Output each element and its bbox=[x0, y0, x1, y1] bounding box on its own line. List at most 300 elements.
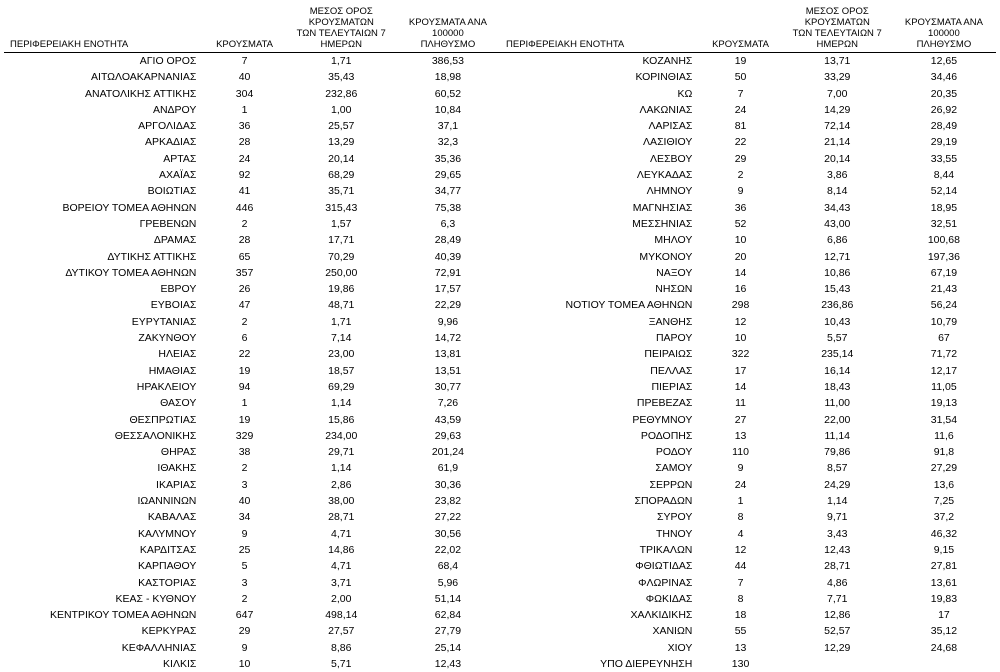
cases-value: 9 bbox=[202, 640, 286, 656]
table-row bbox=[4, 640, 500, 656]
table-row bbox=[500, 640, 996, 656]
cases-value: 130 bbox=[698, 656, 782, 672]
region-name: ΑΙΤΩΛΟΑΚΑΡΝΑΝΙΑΣ bbox=[4, 69, 202, 85]
table-row bbox=[500, 526, 996, 542]
header-weekly-average bbox=[783, 6, 892, 53]
table-row bbox=[500, 69, 996, 85]
table-row bbox=[4, 444, 500, 460]
cases-value: 9 bbox=[698, 460, 782, 476]
table-row bbox=[500, 363, 996, 379]
table-row bbox=[4, 379, 500, 395]
table-row bbox=[500, 460, 996, 476]
region-name: ΥΠΟ ΔΙΕΡΕΥΝΗΣΗ bbox=[500, 656, 698, 672]
per-100000-value: 17 bbox=[892, 607, 996, 623]
weekly-average-value: 234,00 bbox=[287, 428, 396, 444]
table-row bbox=[4, 281, 500, 297]
table-row bbox=[500, 623, 996, 639]
weekly-average-value: 7,00 bbox=[783, 86, 892, 102]
per-100000-value: 28,49 bbox=[396, 232, 500, 248]
per-100000-value: 62,84 bbox=[396, 607, 500, 623]
left-table-header bbox=[4, 6, 500, 53]
per-100000-value: 71,72 bbox=[892, 346, 996, 362]
region-name: ΠΕΛΛΑΣ bbox=[500, 363, 698, 379]
per-100000-value: 68,4 bbox=[396, 558, 500, 574]
weekly-average-value: 11,14 bbox=[783, 428, 892, 444]
weekly-average-value: 70,29 bbox=[287, 249, 396, 265]
cases-value: 24 bbox=[202, 151, 286, 167]
table-row bbox=[4, 216, 500, 232]
header-row bbox=[500, 6, 996, 53]
cases-value: 19 bbox=[202, 412, 286, 428]
cases-value: 7 bbox=[698, 86, 782, 102]
per-100000-value: 25,14 bbox=[396, 640, 500, 656]
table-row bbox=[500, 395, 996, 411]
table-row bbox=[4, 575, 500, 591]
table-row bbox=[500, 379, 996, 395]
table-row bbox=[4, 558, 500, 574]
weekly-average-value: 38,00 bbox=[287, 493, 396, 509]
weekly-average-value: 5,71 bbox=[287, 656, 396, 672]
table-row bbox=[500, 575, 996, 591]
right-table-panel bbox=[500, 6, 996, 541]
cases-value: 6 bbox=[202, 330, 286, 346]
per-100000-value: 67 bbox=[892, 330, 996, 346]
per-100000-value: 7,26 bbox=[396, 395, 500, 411]
header-per-100000 bbox=[892, 6, 996, 53]
weekly-average-value: 15,43 bbox=[783, 281, 892, 297]
table-row bbox=[4, 297, 500, 313]
region-name: ΑΡΚΑΔΙΑΣ bbox=[4, 134, 202, 150]
table-row bbox=[4, 314, 500, 330]
table-row bbox=[4, 509, 500, 525]
cases-value: 298 bbox=[698, 297, 782, 313]
table-row bbox=[500, 167, 996, 183]
per-100000-value: 18,95 bbox=[892, 200, 996, 216]
cases-value: 92 bbox=[202, 167, 286, 183]
cases-value: 7 bbox=[202, 53, 286, 70]
region-name: ΦΘΙΩΤΙΔΑΣ bbox=[500, 558, 698, 574]
region-name: ΡΟΔΟΠΗΣ bbox=[500, 428, 698, 444]
weekly-average-value: 9,71 bbox=[783, 509, 892, 525]
weekly-average-value: 1,57 bbox=[287, 216, 396, 232]
region-name: ΑΧΑΪΑΣ bbox=[4, 167, 202, 183]
weekly-average-value: 12,43 bbox=[783, 542, 892, 558]
weekly-average-value: 4,71 bbox=[287, 558, 396, 574]
header-cases: ΚΡΟΥΣΜΑΤΑ bbox=[202, 6, 286, 53]
per-100000-value: 37,1 bbox=[396, 118, 500, 134]
weekly-average-value: 17,71 bbox=[287, 232, 396, 248]
header-per-100000-line2: ΠΛΗΘΥΣΜΟ bbox=[894, 39, 994, 50]
right-table-body bbox=[500, 53, 996, 672]
per-100000-value: 19,83 bbox=[892, 591, 996, 607]
region-name: ΔΥΤΙΚΗΣ ΑΤΤΙΚΗΣ bbox=[4, 249, 202, 265]
region-name: ΚΟΖΑΝΗΣ bbox=[500, 53, 698, 70]
cases-value: 8 bbox=[698, 509, 782, 525]
cases-value: 24 bbox=[698, 477, 782, 493]
cases-value: 10 bbox=[202, 656, 286, 672]
cases-value: 2 bbox=[202, 460, 286, 476]
cases-value: 44 bbox=[698, 558, 782, 574]
region-name: ΣΠΟΡΑΔΩΝ bbox=[500, 493, 698, 509]
region-name: ΑΝΔΡΟΥ bbox=[4, 102, 202, 118]
region-name: ΜΑΓΝΗΣΙΑΣ bbox=[500, 200, 698, 216]
region-name: ΙΚΑΡΙΑΣ bbox=[4, 477, 202, 493]
per-100000-value: 201,24 bbox=[396, 444, 500, 460]
region-name: ΔΡΑΜΑΣ bbox=[4, 232, 202, 248]
weekly-average-value: 10,43 bbox=[783, 314, 892, 330]
region-name: ΚΩ bbox=[500, 86, 698, 102]
region-name: ΗΜΑΘΙΑΣ bbox=[4, 363, 202, 379]
region-name: ΙΩΑΝΝΙΝΩΝ bbox=[4, 493, 202, 509]
region-name: ΛΕΥΚΑΔΑΣ bbox=[500, 167, 698, 183]
table-row bbox=[500, 656, 996, 672]
region-name: ΑΝΑΤΟΛΙΚΗΣ ΑΤΤΙΚΗΣ bbox=[4, 86, 202, 102]
weekly-average-value: 20,14 bbox=[287, 151, 396, 167]
weekly-average-value: 1,14 bbox=[287, 395, 396, 411]
region-name: ΛΑΚΩΝΙΑΣ bbox=[500, 102, 698, 118]
table-row bbox=[4, 134, 500, 150]
weekly-average-value: 12,86 bbox=[783, 607, 892, 623]
per-100000-value: 61,9 bbox=[396, 460, 500, 476]
region-name: ΝΑΞΟΥ bbox=[500, 265, 698, 281]
weekly-average-value: 8,14 bbox=[783, 183, 892, 199]
per-100000-value: 28,49 bbox=[892, 118, 996, 134]
weekly-average-value: 34,43 bbox=[783, 200, 892, 216]
per-100000-value: 5,96 bbox=[396, 575, 500, 591]
table-row bbox=[4, 232, 500, 248]
weekly-average-value: 1,71 bbox=[287, 314, 396, 330]
weekly-average-value: 16,14 bbox=[783, 363, 892, 379]
region-name: ΚΕΡΚΥΡΑΣ bbox=[4, 623, 202, 639]
region-name: ΛΗΜΝΟΥ bbox=[500, 183, 698, 199]
region-name: ΑΡΓΟΛΙΔΑΣ bbox=[4, 118, 202, 134]
region-name: ΜΗΛΟΥ bbox=[500, 232, 698, 248]
region-name: ΘΕΣΠΡΩΤΙΑΣ bbox=[4, 412, 202, 428]
weekly-average-value: 18,43 bbox=[783, 379, 892, 395]
header-row bbox=[4, 6, 500, 53]
cases-value: 28 bbox=[202, 134, 286, 150]
region-name: ΓΡΕΒΕΝΩΝ bbox=[4, 216, 202, 232]
per-100000-value: 29,65 bbox=[396, 167, 500, 183]
per-100000-value: 12,43 bbox=[396, 656, 500, 672]
header-per-100000-line2: ΠΛΗΘΥΣΜΟ bbox=[398, 39, 498, 50]
weekly-average-value: 8,86 bbox=[287, 640, 396, 656]
per-100000-value: 7,25 bbox=[892, 493, 996, 509]
table-row bbox=[4, 118, 500, 134]
cases-value: 36 bbox=[202, 118, 286, 134]
per-100000-value: 22,02 bbox=[396, 542, 500, 558]
table-row bbox=[4, 86, 500, 102]
cases-value: 1 bbox=[202, 102, 286, 118]
header-weekly-average-line1: ΜΕΣΟΣ ΟΡΟΣ ΚΡΟΥΣΜΑΤΩΝ bbox=[289, 6, 394, 28]
weekly-average-value: 19,86 bbox=[287, 281, 396, 297]
per-100000-value: 46,32 bbox=[892, 526, 996, 542]
weekly-average-value: 72,14 bbox=[783, 118, 892, 134]
per-100000-value: 23,82 bbox=[396, 493, 500, 509]
region-name: ΜΕΣΣΗΝΙΑΣ bbox=[500, 216, 698, 232]
region-name: ΗΡΑΚΛΕΙΟΥ bbox=[4, 379, 202, 395]
table-row bbox=[4, 330, 500, 346]
per-100000-value: 30,36 bbox=[396, 477, 500, 493]
table-row bbox=[500, 151, 996, 167]
table-row bbox=[4, 493, 500, 509]
weekly-average-value: 315,43 bbox=[287, 200, 396, 216]
table-row bbox=[500, 200, 996, 216]
header-weekly-average-line2: ΤΩΝ ΤΕΛΕΥΤΑΙΩΝ 7 ΗΜΕΡΩΝ bbox=[289, 28, 394, 50]
weekly-average-value: 35,43 bbox=[287, 69, 396, 85]
per-100000-value: 51,14 bbox=[396, 591, 500, 607]
region-name: ΠΑΡΟΥ bbox=[500, 330, 698, 346]
region-name: ΙΘΑΚΗΣ bbox=[4, 460, 202, 476]
cases-value: 3 bbox=[202, 477, 286, 493]
left-cases-table bbox=[4, 6, 500, 672]
cases-value: 2 bbox=[202, 591, 286, 607]
cases-value: 22 bbox=[698, 134, 782, 150]
weekly-average-value: 68,29 bbox=[287, 167, 396, 183]
weekly-average-value: 7,71 bbox=[783, 591, 892, 607]
weekly-average-value: 1,71 bbox=[287, 53, 396, 70]
per-100000-value: 386,53 bbox=[396, 53, 500, 70]
table-row bbox=[500, 558, 996, 574]
region-name: ΤΗΝΟΥ bbox=[500, 526, 698, 542]
weekly-average-value: 498,14 bbox=[287, 607, 396, 623]
region-name: ΣΥΡΟΥ bbox=[500, 509, 698, 525]
weekly-average-value: 2,00 bbox=[287, 591, 396, 607]
cases-value: 446 bbox=[202, 200, 286, 216]
cases-value: 18 bbox=[698, 607, 782, 623]
table-row bbox=[4, 249, 500, 265]
table-row bbox=[500, 444, 996, 460]
table-row bbox=[4, 428, 500, 444]
region-name: ΡΟΔΟΥ bbox=[500, 444, 698, 460]
table-row bbox=[4, 395, 500, 411]
header-weekly-average-line1: ΜΕΣΟΣ ΟΡΟΣ ΚΡΟΥΣΜΑΤΩΝ bbox=[785, 6, 890, 28]
table-row bbox=[500, 118, 996, 134]
per-100000-value: 29,63 bbox=[396, 428, 500, 444]
weekly-average-value: 35,71 bbox=[287, 183, 396, 199]
table-row bbox=[500, 493, 996, 509]
region-name: ΛΑΣΙΘΙΟΥ bbox=[500, 134, 698, 150]
region-name: ΜΥΚΟΝΟΥ bbox=[500, 249, 698, 265]
header-cases: ΚΡΟΥΣΜΑΤΑ bbox=[698, 6, 782, 53]
table-row bbox=[4, 542, 500, 558]
weekly-average-value: 18,57 bbox=[287, 363, 396, 379]
per-100000-value: 197,36 bbox=[892, 249, 996, 265]
cases-value: 5 bbox=[202, 558, 286, 574]
per-100000-value: 34,77 bbox=[396, 183, 500, 199]
weekly-average-value: 69,29 bbox=[287, 379, 396, 395]
weekly-average-value: 12,71 bbox=[783, 249, 892, 265]
header-weekly-average-line2: ΤΩΝ ΤΕΛΕΥΤΑΙΩΝ 7 ΗΜΕΡΩΝ bbox=[785, 28, 890, 50]
cases-value: 9 bbox=[698, 183, 782, 199]
region-name: ΑΓΙΟ ΟΡΟΣ bbox=[4, 53, 202, 70]
weekly-average-value: 232,86 bbox=[287, 86, 396, 102]
weekly-average-value: 7,14 bbox=[287, 330, 396, 346]
weekly-average-value: 27,57 bbox=[287, 623, 396, 639]
cases-value: 36 bbox=[698, 200, 782, 216]
weekly-average-value: 79,86 bbox=[783, 444, 892, 460]
per-100000-value: 13,81 bbox=[396, 346, 500, 362]
cases-value: 357 bbox=[202, 265, 286, 281]
per-100000-value: 35,12 bbox=[892, 623, 996, 639]
table-row bbox=[4, 591, 500, 607]
region-name: ΚΑΡΔΙΤΣΑΣ bbox=[4, 542, 202, 558]
region-name: ΝΟΤΙΟΥ ΤΟΜΕΑ ΑΘΗΝΩΝ bbox=[500, 297, 698, 313]
cases-value: 34 bbox=[202, 509, 286, 525]
left-table-panel bbox=[4, 6, 500, 541]
cases-value: 65 bbox=[202, 249, 286, 265]
cases-value: 1 bbox=[202, 395, 286, 411]
weekly-average-value: 1,14 bbox=[287, 460, 396, 476]
weekly-average-value: 48,71 bbox=[287, 297, 396, 313]
cases-value: 20 bbox=[698, 249, 782, 265]
right-table-header bbox=[500, 6, 996, 53]
table-row bbox=[4, 526, 500, 542]
header-weekly-average bbox=[287, 6, 396, 53]
region-name: ΛΕΣΒΟΥ bbox=[500, 151, 698, 167]
table-row bbox=[4, 607, 500, 623]
weekly-average-value: 3,71 bbox=[287, 575, 396, 591]
table-row bbox=[500, 134, 996, 150]
cases-value: 13 bbox=[698, 428, 782, 444]
table-row bbox=[500, 183, 996, 199]
region-name: ΠΕΙΡΑΙΩΣ bbox=[500, 346, 698, 362]
region-name: ΞΑΝΘΗΣ bbox=[500, 314, 698, 330]
region-name: ΝΗΣΩΝ bbox=[500, 281, 698, 297]
cases-value: 38 bbox=[202, 444, 286, 460]
per-100000-value: 33,55 bbox=[892, 151, 996, 167]
region-name: ΕΒΡΟΥ bbox=[4, 281, 202, 297]
weekly-average-value: 20,14 bbox=[783, 151, 892, 167]
header-per-100000-line1: ΚΡΟΥΣΜΑΤΑ ΑΝΑ 100000 bbox=[894, 17, 994, 39]
weekly-average-value: 33,29 bbox=[783, 69, 892, 85]
per-100000-value: 72,91 bbox=[396, 265, 500, 281]
weekly-average-value: 14,86 bbox=[287, 542, 396, 558]
cases-value: 41 bbox=[202, 183, 286, 199]
per-100000-value bbox=[892, 656, 996, 672]
weekly-average-value: 1,14 bbox=[783, 493, 892, 509]
table-row bbox=[500, 86, 996, 102]
region-name: ΚΙΛΚΙΣ bbox=[4, 656, 202, 672]
per-100000-value: 12,65 bbox=[892, 53, 996, 70]
cases-value: 16 bbox=[698, 281, 782, 297]
per-100000-value: 40,39 bbox=[396, 249, 500, 265]
table-row bbox=[4, 363, 500, 379]
per-100000-value: 26,92 bbox=[892, 102, 996, 118]
weekly-average-value: 250,00 bbox=[287, 265, 396, 281]
table-row bbox=[500, 346, 996, 362]
region-name: ΚΑΡΠΑΘΟΥ bbox=[4, 558, 202, 574]
per-100000-value: 43,59 bbox=[396, 412, 500, 428]
header-per-100000 bbox=[396, 6, 500, 53]
region-name: ΒΟΙΩΤΙΑΣ bbox=[4, 183, 202, 199]
region-name: ΣΑΜΟΥ bbox=[500, 460, 698, 476]
table-row bbox=[500, 53, 996, 70]
per-100000-value: 12,17 bbox=[892, 363, 996, 379]
region-name: ΒΟΡΕΙΟΥ ΤΟΜΕΑ ΑΘΗΝΩΝ bbox=[4, 200, 202, 216]
table-row bbox=[4, 151, 500, 167]
weekly-average-value: 22,00 bbox=[783, 412, 892, 428]
weekly-average-value: 23,00 bbox=[287, 346, 396, 362]
cases-value: 10 bbox=[698, 232, 782, 248]
per-100000-value: 8,44 bbox=[892, 167, 996, 183]
table-row bbox=[500, 542, 996, 558]
per-100000-value: 31,54 bbox=[892, 412, 996, 428]
cases-value: 13 bbox=[698, 640, 782, 656]
table-row bbox=[500, 297, 996, 313]
cases-value: 47 bbox=[202, 297, 286, 313]
weekly-average-value: 236,86 bbox=[783, 297, 892, 313]
region-name: ΘΕΣΣΑΛΟΝΙΚΗΣ bbox=[4, 428, 202, 444]
per-100000-value: 13,51 bbox=[396, 363, 500, 379]
cases-value: 17 bbox=[698, 363, 782, 379]
per-100000-value: 27,22 bbox=[396, 509, 500, 525]
weekly-average-value: 1,00 bbox=[287, 102, 396, 118]
cases-value: 22 bbox=[202, 346, 286, 362]
table-row bbox=[4, 412, 500, 428]
weekly-average-value: 21,14 bbox=[783, 134, 892, 150]
region-name: ΚΕΑΣ - ΚΥΘΝΟΥ bbox=[4, 591, 202, 607]
table-row bbox=[500, 281, 996, 297]
region-name: ΦΩΚΙΔΑΣ bbox=[500, 591, 698, 607]
weekly-average-value: 52,57 bbox=[783, 623, 892, 639]
cases-value: 26 bbox=[202, 281, 286, 297]
table-row bbox=[4, 102, 500, 118]
per-100000-value: 27,79 bbox=[396, 623, 500, 639]
per-100000-value: 9,15 bbox=[892, 542, 996, 558]
region-name: ΚΑΛΥΜΝΟΥ bbox=[4, 526, 202, 542]
region-name: ΗΛΕΙΑΣ bbox=[4, 346, 202, 362]
cases-value: 1 bbox=[698, 493, 782, 509]
table-row bbox=[500, 216, 996, 232]
region-name: ΕΥΡΥΤΑΝΙΑΣ bbox=[4, 314, 202, 330]
cases-value: 12 bbox=[698, 542, 782, 558]
per-100000-value: 32,51 bbox=[892, 216, 996, 232]
per-100000-value: 10,79 bbox=[892, 314, 996, 330]
cases-value: 19 bbox=[698, 53, 782, 70]
weekly-average-value: 13,29 bbox=[287, 134, 396, 150]
table-row bbox=[500, 249, 996, 265]
weekly-average-value: 3,43 bbox=[783, 526, 892, 542]
cases-value: 81 bbox=[698, 118, 782, 134]
table-row bbox=[4, 656, 500, 672]
cases-value: 55 bbox=[698, 623, 782, 639]
weekly-average-value: 12,29 bbox=[783, 640, 892, 656]
weekly-average-value: 28,71 bbox=[287, 509, 396, 525]
region-name: ΚΑΒΑΛΑΣ bbox=[4, 509, 202, 525]
weekly-average-value: 13,71 bbox=[783, 53, 892, 70]
table-row bbox=[500, 102, 996, 118]
weekly-average-value: 4,86 bbox=[783, 575, 892, 591]
cases-value: 14 bbox=[698, 379, 782, 395]
table-row bbox=[4, 623, 500, 639]
region-name: ΠΙΕΡΙΑΣ bbox=[500, 379, 698, 395]
table-row bbox=[500, 232, 996, 248]
per-100000-value: 52,14 bbox=[892, 183, 996, 199]
table-row bbox=[500, 265, 996, 281]
table-row bbox=[4, 200, 500, 216]
per-100000-value: 91,8 bbox=[892, 444, 996, 460]
per-100000-value: 60,52 bbox=[396, 86, 500, 102]
per-100000-value: 100,68 bbox=[892, 232, 996, 248]
per-100000-value: 32,3 bbox=[396, 134, 500, 150]
cases-value: 110 bbox=[698, 444, 782, 460]
cases-value: 25 bbox=[202, 542, 286, 558]
cases-value: 322 bbox=[698, 346, 782, 362]
per-100000-value: 37,2 bbox=[892, 509, 996, 525]
table-row bbox=[500, 330, 996, 346]
region-name: ΤΡΙΚΑΛΩΝ bbox=[500, 542, 698, 558]
